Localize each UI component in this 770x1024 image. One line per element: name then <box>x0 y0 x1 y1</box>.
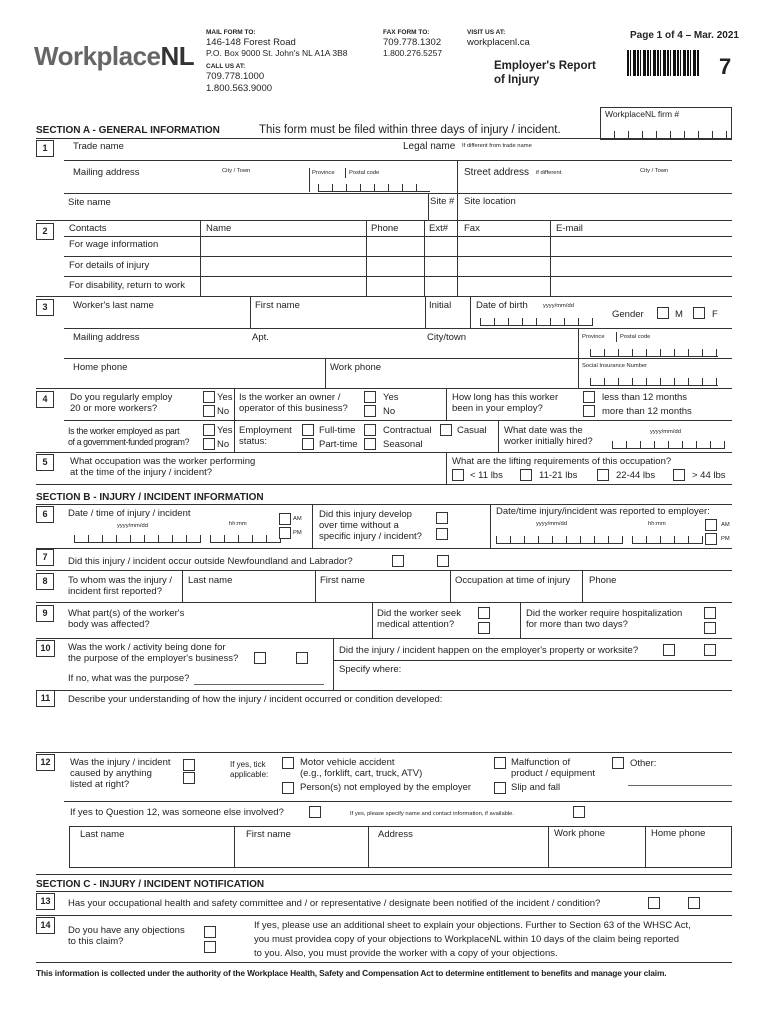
q6-overtime-no[interactable] <box>436 528 448 540</box>
q9-body-line1: What part(s) of the worker's <box>68 608 185 619</box>
q12-no-checkbox[interactable] <box>183 772 195 784</box>
logo-text-a: Workplace <box>34 41 161 71</box>
sin-ticks <box>590 378 718 386</box>
mail-label: MAIL FORM TO: <box>206 29 256 36</box>
q6-pm-label: PM <box>293 530 302 536</box>
malfunction-line1: Malfunction of <box>511 757 571 768</box>
worker-first-name-label: First name <box>255 300 300 311</box>
hire-date-ticks <box>612 441 725 449</box>
malfunction-checkbox[interactable] <box>494 757 506 769</box>
mail-address-2: P.O. Box 9000 St. John's NL A1A 3B8 <box>206 48 348 58</box>
wage-contact-label: For wage information <box>69 239 159 250</box>
involved-home-phone-header: Home phone <box>651 828 706 839</box>
other-label: Other: <box>630 758 657 769</box>
q4-owner-line1: Is the worker an owner / <box>239 392 341 403</box>
employment-status-line2: status: <box>239 436 267 447</box>
q12-ifyes-line2: applicable: <box>230 770 269 779</box>
q6-reported-am-label: AM <box>721 522 730 528</box>
lift-gt44-checkbox[interactable] <box>673 469 685 481</box>
q11-describe-label: Describe your understanding of how the injury / incident occurred or condition developed: <box>68 694 443 705</box>
q6-reported-date-ticks <box>496 536 623 544</box>
question-number-6: 6 <box>36 506 54 523</box>
lift-lt11-label: < 11 lbs <box>470 470 503 481</box>
q4-owner-line2: operator of this business? <box>239 403 348 414</box>
street-address-label: Street address <box>464 167 530 178</box>
q6-reported-pm[interactable] <box>705 533 717 545</box>
q6-pm-checkbox[interactable] <box>279 527 291 539</box>
hire-date-format: yyyy/mm/dd <box>650 429 681 435</box>
slip-fall-checkbox[interactable] <box>494 782 506 794</box>
gender-m-label: M <box>675 309 683 320</box>
q6-reported-time-ticks <box>632 536 703 544</box>
q10-worksite-yes[interactable] <box>663 644 675 656</box>
gender-f-label: F <box>712 309 718 320</box>
lift-11-21-checkbox[interactable] <box>520 469 532 481</box>
q14-instructions-line1: If yes, please use an additional sheet to explain your objections. Further to Section 63 of the WHSC Act, <box>254 920 691 931</box>
footer-notice: This information is collected under the authority of the Workplace Health, Safety and Compensation Act to determine entitlement to benefits and manage your claim. <box>36 968 667 978</box>
q9-hospital-line2: for more than two days? <box>526 619 628 630</box>
q9-medical-line2: medical attention? <box>377 619 455 630</box>
province-label: Province <box>312 170 335 176</box>
q7-label: Did this injury / incident occur outside Newfoundland and Labrador? <box>68 556 353 567</box>
contact-email-header: E-mail <box>556 223 583 234</box>
q14-instructions-line2: you must providea copy of your objections to WorkplaceNL within 10 days of the claim being reported <box>254 934 680 945</box>
tenure-lt12-label: less than 12 months <box>602 392 688 403</box>
q8-last-name-label: Last name <box>188 575 233 586</box>
contact-ext-header: Ext# <box>429 223 449 234</box>
involved-address-header: Address <box>378 829 413 840</box>
malfunction-line2: product / equipment <box>511 768 595 779</box>
dob-ticks <box>480 318 593 326</box>
tenure-gt12-checkbox[interactable] <box>583 405 595 417</box>
fulltime-label: Full-time <box>319 425 356 436</box>
q12-line1: Was the injury / incident <box>70 757 171 768</box>
q6-reported-pm-label: PM <box>721 536 730 542</box>
worker-city-label: City/town <box>427 332 467 343</box>
q8-line2: incident first reported? <box>68 586 162 597</box>
q12-someone-else-label: If yes to Question 12, was someone else involved? <box>70 807 284 818</box>
q13-yes-checkbox[interactable] <box>648 897 660 909</box>
q9-medical-yes[interactable] <box>478 607 490 619</box>
q12-someone-note: If yes, please specify name and contact information, if available. <box>350 811 515 817</box>
call-number-1: 709.778.1000 <box>206 71 265 82</box>
q6-reported-label: Date/time injury/incident was reported to employer: <box>496 506 710 517</box>
q6-am-label: AM <box>293 516 302 522</box>
other-checkbox[interactable] <box>612 757 624 769</box>
parttime-checkbox[interactable] <box>302 438 314 450</box>
q6-reported-time-format: hh:mm <box>648 521 666 527</box>
q8-first-name-label: First name <box>320 575 365 586</box>
q10-business-no[interactable] <box>296 652 308 664</box>
q12-someone-no[interactable] <box>573 806 585 818</box>
legal-name-label: Legal name <box>403 141 456 152</box>
q6-am-checkbox[interactable] <box>279 513 291 525</box>
involved-first-name-header: First name <box>246 829 291 840</box>
q4-owner-yes-label: Yes <box>383 392 399 403</box>
seasonal-label: Seasonal <box>383 439 423 450</box>
mailing-address-label: Mailing address <box>73 167 140 178</box>
question-number-5: 5 <box>36 454 54 471</box>
q10-worksite-no[interactable] <box>704 644 716 656</box>
visit-label: VISIT US AT: <box>467 29 506 36</box>
q4-employ-20-no[interactable] <box>203 405 215 417</box>
logo-text-b: NL <box>160 41 195 71</box>
gender-f-checkbox[interactable] <box>693 307 705 319</box>
q9-hospital-no[interactable] <box>704 622 716 634</box>
fax-label: FAX FORM TO: <box>383 29 430 36</box>
lift-22-44-label: 22-44 lbs <box>616 470 656 481</box>
hire-date-line1: What date was the <box>504 425 583 436</box>
call-label: CALL US AT: <box>206 63 246 70</box>
call-number-2: 1.800.563.9000 <box>206 83 273 94</box>
contact-name-header: Name <box>206 223 232 234</box>
involved-work-phone-header: Work phone <box>554 828 606 839</box>
q5-occupation-line2: at the time of the injury / incident? <box>70 467 213 478</box>
q14-line1: Do you have any objections <box>68 925 185 936</box>
sin-label: Social Insurance Number <box>582 363 648 369</box>
question-number-13: 13 <box>36 893 55 910</box>
q7-no-checkbox[interactable] <box>437 555 449 567</box>
q6-date-ticks <box>74 535 201 543</box>
q6-time-ticks <box>210 535 281 543</box>
person-not-employed-label: Person(s) not employed by the employer <box>300 782 472 793</box>
trade-name-label: Trade name <box>73 141 124 152</box>
casual-checkbox[interactable] <box>440 424 452 436</box>
legal-name-note: If different from trade name <box>462 143 532 149</box>
q9-medical-line1: Did the worker seek <box>377 608 461 619</box>
question-number-8: 8 <box>36 573 54 590</box>
q5-lifting-label: What are the lifting requirements of this occupation? <box>452 456 672 467</box>
q5-occupation-line1: What occupation was the worker performing <box>70 456 256 467</box>
contractual-label: Contractual <box>383 425 432 436</box>
question-number-2: 2 <box>36 223 54 240</box>
contact-phone-header: Phone <box>371 223 399 234</box>
q6-reported-am[interactable] <box>705 519 717 531</box>
worker-province-label: Province <box>582 334 605 340</box>
section-a-title: SECTION A - GENERAL INFORMATION <box>36 125 220 136</box>
tenure-lt12-checkbox[interactable] <box>583 391 595 403</box>
q14-instructions-line3: to you. Also, you must provide the worker with a copy of your objections. <box>254 948 558 959</box>
worker-postal-label: Postal code <box>620 334 651 340</box>
employment-status-line1: Employment <box>239 425 292 436</box>
gender-label: Gender <box>612 309 644 320</box>
q8-line1: To whom was the injury / <box>68 575 173 586</box>
q12-line3: listed at right? <box>70 779 130 790</box>
form-title-1: Employer's Report <box>494 60 596 72</box>
worker-postal-ticks <box>590 349 718 357</box>
work-phone-label: Work phone <box>330 362 382 373</box>
q10-purpose-label: If no, what was the purpose? <box>68 673 190 684</box>
firm-number-label: WorkplaceNL firm # <box>605 109 680 119</box>
q4-owner-no[interactable] <box>364 405 376 417</box>
q6-reported-date-format: yyyy/mm/dd <box>536 521 567 527</box>
casual-label: Casual <box>457 425 487 436</box>
section-b-title: SECTION B - INJURY / INCIDENT INFORMATION <box>36 492 264 503</box>
q9-hospital-line1: Did the worker require hospitalization <box>526 608 683 619</box>
mail-address-1: 146-148 Forest Road <box>206 37 296 48</box>
lift-11-21-label: 11-21 lbs <box>539 470 578 481</box>
page-indicator: Page 1 of 4 – Mar. 2021 <box>630 30 739 41</box>
tenure-gt12-label: more than 12 months <box>602 406 692 417</box>
form-title-2: of Injury <box>494 74 540 86</box>
q4-no-label: No <box>217 406 230 417</box>
q4-govt-yes-label: Yes <box>217 425 233 436</box>
q12-line2: caused by anything <box>70 768 152 779</box>
lift-gt44-label: > 44 lbs <box>692 470 726 481</box>
q12-ifyes-line1: If yes, tick <box>230 760 266 769</box>
site-name-label: Site name <box>68 197 111 208</box>
form-number: 7 <box>719 54 732 79</box>
fulltime-checkbox[interactable] <box>302 424 314 436</box>
motor-vehicle-line1: Motor vehicle accident <box>300 757 395 768</box>
rtw-contact-label: For disability, return to work <box>69 280 185 291</box>
q13-no-checkbox[interactable] <box>688 897 700 909</box>
q6-date-time-label: Date / time of injury / incident <box>68 508 191 519</box>
q6-time-format: hh:mm <box>229 521 247 527</box>
q9-hospital-yes[interactable] <box>704 607 716 619</box>
fax-number-2: 1.800.276.5257 <box>383 48 443 58</box>
motor-vehicle-line2: (e.g., forklift, cart, truck, ATV) <box>300 768 423 779</box>
lift-lt11-checkbox[interactable] <box>452 469 464 481</box>
q8-phone-label: Phone <box>589 575 617 586</box>
q6-overtime-line1: Did this injury develop <box>319 509 412 520</box>
dob-label: Date of birth <box>476 300 528 311</box>
question-number-7: 7 <box>36 549 54 566</box>
q10-business-line1: Was the work / activity being done for <box>68 642 226 653</box>
fax-number-1: 709.778.1302 <box>383 37 442 48</box>
dob-format: yyyy/mm/dd <box>543 303 574 309</box>
workplacenl-logo <box>34 42 194 72</box>
filing-notice: This form must be filed within three days of injury / incident. <box>259 124 561 136</box>
q6-overtime-yes[interactable] <box>436 512 448 524</box>
q8-occupation-label: Occupation at time of injury <box>455 575 571 586</box>
involved-last-name-header: Last name <box>80 829 125 840</box>
question-number-12: 12 <box>36 754 55 771</box>
barcode <box>627 50 699 76</box>
section-c-title: SECTION C - INJURY / INCIDENT NOTIFICATION <box>36 879 265 890</box>
q6-date-format: yyyy/mm/dd <box>117 523 148 529</box>
q6-overtime-line2: over time without a <box>319 520 399 531</box>
q12-yes-checkbox[interactable] <box>183 759 195 771</box>
person-not-employed-checkbox[interactable] <box>282 782 294 794</box>
parttime-label: Part-time <box>319 439 358 450</box>
q14-line2: to this claim? <box>68 936 124 947</box>
lift-22-44-checkbox[interactable] <box>597 469 609 481</box>
website: workplacenl.ca <box>467 37 530 48</box>
q14-yes-checkbox[interactable] <box>204 926 216 938</box>
q4-employ-20-line2: 20 or more workers? <box>70 403 158 414</box>
q4-govt-no[interactable] <box>203 438 215 450</box>
postal-code-label: Postal code <box>349 170 380 176</box>
city-label: City / Town <box>222 168 251 174</box>
q7-yes-checkbox[interactable] <box>392 555 404 567</box>
q4-tenure-line1: How long has this worker <box>452 392 559 403</box>
q4-govt-line1: Is the worker employed as part <box>68 426 180 436</box>
q6-overtime-line3: specific injury / incident? <box>319 531 422 542</box>
q4-govt-no-label: No <box>217 439 230 450</box>
city-label-2: City / Town <box>640 168 669 174</box>
question-number-9: 9 <box>36 605 54 622</box>
q9-body-line2: body was affected? <box>68 619 150 630</box>
question-number-10: 10 <box>36 640 55 657</box>
worker-initial-label: Initial <box>429 300 452 311</box>
question-number-3: 3 <box>36 299 54 316</box>
contacts-label: Contacts <box>69 223 107 234</box>
slip-fall-label: Slip and fall <box>511 782 561 793</box>
q12-someone-yes[interactable] <box>309 806 321 818</box>
street-address-note: if different <box>536 170 562 176</box>
q4-employ-20-yes[interactable] <box>203 391 215 403</box>
q10-business-yes[interactable] <box>254 652 266 664</box>
q10-worksite-label: Did the injury / incident happen on the employer's property or worksite? <box>339 645 639 656</box>
gender-m-checkbox[interactable] <box>657 307 669 319</box>
q9-medical-no[interactable] <box>478 622 490 634</box>
q4-tenure-line2: been in your employ? <box>452 403 543 414</box>
apt-label: Apt. <box>252 332 269 343</box>
q10-specify-label: Specify where: <box>339 664 402 675</box>
question-number-1: 1 <box>36 140 54 157</box>
q4-govt-yes[interactable] <box>203 424 215 436</box>
seasonal-checkbox[interactable] <box>364 438 376 450</box>
question-number-4: 4 <box>36 391 54 408</box>
worker-mailing-label: Mailing address <box>73 332 140 343</box>
hire-date-line2: worker initially hired? <box>504 436 593 447</box>
q4-govt-line2: of a government-funded program? <box>68 437 190 447</box>
contractual-checkbox[interactable] <box>364 424 376 436</box>
q4-owner-no-label: No <box>383 406 396 417</box>
site-number-label: Site # <box>430 196 455 207</box>
q13-label: Has your occupational health and safety committee and / or representative / designate been notified of the incident / condition? <box>68 898 601 909</box>
question-number-14: 14 <box>36 917 55 934</box>
q4-owner-yes[interactable] <box>364 391 376 403</box>
q4-yes-label: Yes <box>217 392 233 403</box>
injury-contact-label: For details of injury <box>69 260 150 271</box>
province-postal-ticks <box>318 184 430 192</box>
home-phone-label: Home phone <box>73 362 128 373</box>
q14-no-checkbox[interactable] <box>204 941 216 953</box>
q4-employ-20-line1: Do you regularly employ <box>70 392 173 403</box>
motor-vehicle-checkbox[interactable] <box>282 757 294 769</box>
worker-last-name-label: Worker's last name <box>73 300 154 311</box>
contact-fax-header: Fax <box>464 223 480 234</box>
q10-business-line2: the purpose of the employer's business? <box>68 653 239 664</box>
question-number-11: 11 <box>36 690 55 707</box>
site-location-label: Site location <box>464 196 516 207</box>
